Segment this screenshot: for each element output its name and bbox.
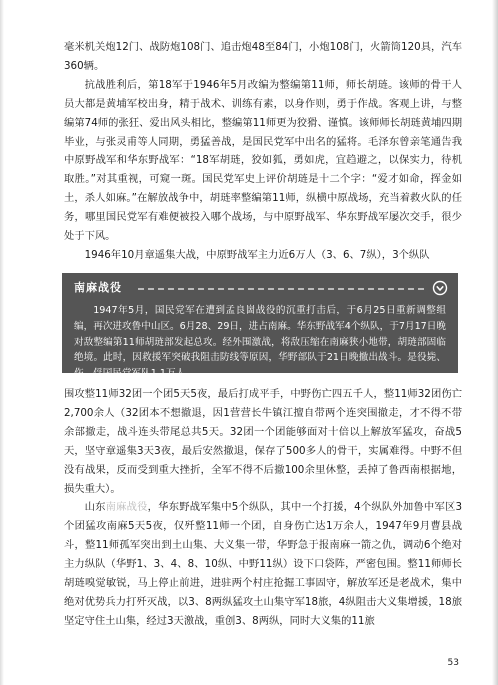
sidebar-header — [74, 280, 448, 296]
paragraph-zhangyaoji-battle: 1946年10月章遥集大战，中原野战军主力近6万人（3、6、7纵），3个纵队 — [84, 248, 430, 261]
sidebar-title: 南麻战役 — [74, 281, 122, 294]
sidebar-body — [74, 303, 446, 382]
paragraph-eleventh-division: 抗战胜利后，第18军于1946年5月改编为整编第11师，师长胡琏。该师的骨干人员大都是黄埔军校出身，精于战术、训练有素，以身作则，勇于作战。客观上讲，与整编第74师的张狂、爱出风头相比，整编第11师更为狡猾、谨慎。该师师长胡琏黄埔四期毕业，与张灵甫等人同期，勇猛善战，是国民党军中出名的猛将。毛泽东曾亲笔通告我中原野战军和华东野战军：“18军胡琏，狡如狐，勇如虎，宜趋避之，以保实力，待机取胜。”对其重视，可窥一斑。国民党军史上评价胡琏是十二个字：“爱才如命，挥金如土，杀人如麻。”在解放战争中，胡琏率整编第11师，纵横中原战场，充当着救火队的任务，哪里国民党军有难便被投入哪个战场，与中原野战军、华东野战军屡次交手，很少处于下风。 — [64, 78, 462, 243]
page-edge-shadow-right — [492, 0, 498, 685]
faded-term: 南麻战役 — [105, 501, 148, 514]
sidebar-paragraph: 1947年5月，国民党军在遭到孟良崮战役的沉重打击后，于6月25日重新调整组编，再次进攻鲁中山区。6月28、29日，进占南麻。华东野战军4个纵队，于7月17日晚对敌整编第11师胡琏部发起总攻。经外围激战，将敌压缩在南麻狭小地带，胡琏部固临绝境。此时，因救援军突破我阻击防线等原因，华野部队于21日晚撤出战斗。是役毙、伤、俘国民党军队1.1万人。 — [74, 305, 446, 380]
paragraph-rest: ，华东野战军集中5个纵队，其中一个打援，4个纵队外加鲁中军区3个团猛攻南麻5天5夜，仅歼整11师一个团，自身伤亡达1万余人，1947年9月曹县战斗，整11师孤军突出到土山集、大义集一带，华野急于报南麻一箭之仇，调动6个绝对主力纵队（华野1、3、4、8、10纵、中野11纵）设下口袋阵，严密包围。整11师师长胡琏嗅觉敏锐，马上停止前进，进驻两个村庄抢掘工事固守，解放军还是老战术，集中绝对优势兵力打歼灭战，以3、8两纵猛攻土山集守军18旅，4纵阻击大义集增援，18旅坚定守住土山集，经过3天激战，重创3、8两纵，同时大义集的11旅 — [64, 501, 463, 627]
body-text-top — [64, 38, 462, 265]
paragraph-shandong-campaign — [64, 498, 462, 630]
page-edge-shadow-left — [0, 0, 4, 685]
paragraph-continued: 毫米机关炮12门、战防炮108门、追击炮48至84门，小炮108门，火箭筒120具，汽车360辆。 — [64, 41, 462, 72]
page-number: 53 — [447, 658, 459, 668]
paragraph-siege-32nd-regiment: 围攻整11师32团一个团5天5夜，最后打成平手，中野伤亡四五千人，整11师32团伤亡2,700余人（32团本不想撤退，因1营营长牛镇江擅自带两个连突围撤走，才不得不带余部撤走，战斗连头带尾总共5天。32团一个团能够面对十倍以上解放军猛攻，奋战5天，坚守章遥集3天3夜，最后安然撤退，保存了500多人的骨干，实属难得。中野不但没有战果，反而受到重大挫折，全军不得不后撤100余里休整，丢掉了鲁西南根据地，损失重大）。 — [64, 388, 462, 495]
sidebar-dashed-rule — [138, 288, 424, 290]
chevron-down-circle-icon — [432, 280, 448, 296]
sidebar-nanma-campaign — [62, 273, 458, 380]
paragraph-start: 山东 — [84, 501, 106, 514]
body-text-bottom — [64, 385, 462, 631]
